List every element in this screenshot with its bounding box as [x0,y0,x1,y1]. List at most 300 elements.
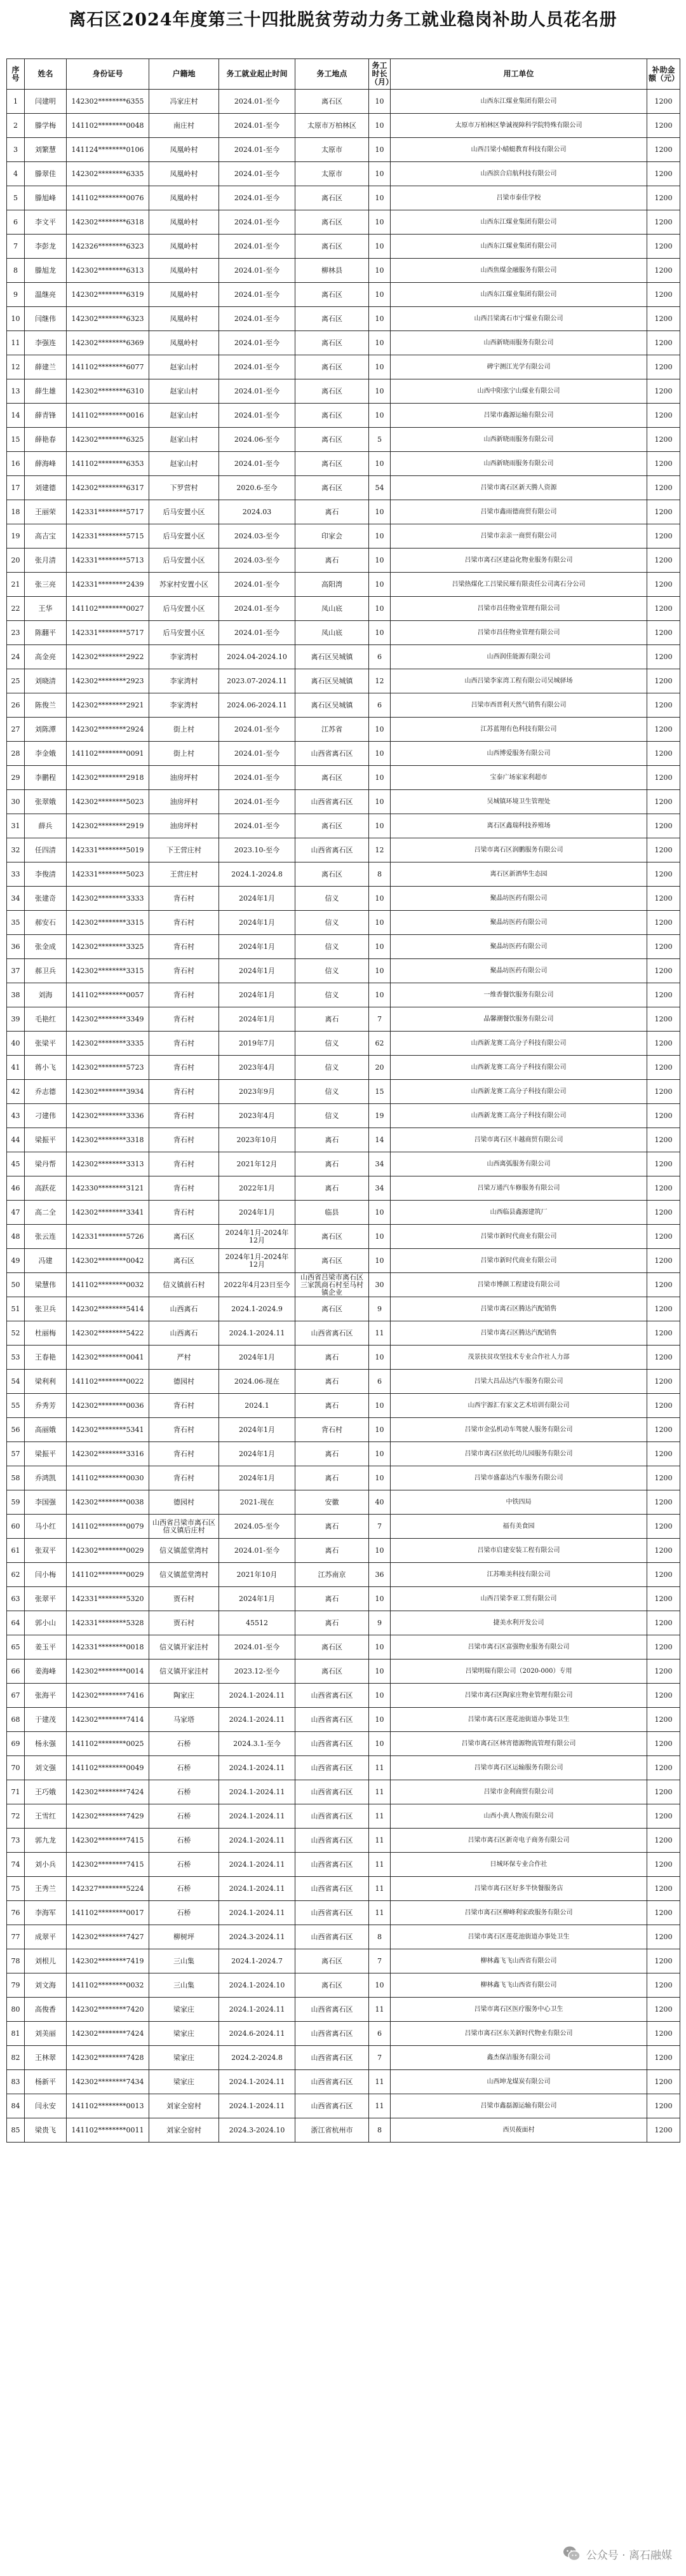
period-cell: 2024.01-至今 [219,814,295,838]
amount-cell: 1200 [647,549,680,573]
name-cell: 高跃花 [25,1176,67,1201]
employer-cell: 聚晶坊医药有限公司 [391,911,647,935]
hometown-cell: 背石村 [149,935,219,959]
duration-cell: 30 [369,1273,391,1297]
hometown-cell: 信义镇前石村 [149,1273,219,1297]
location-cell: 离石 [295,1176,369,1201]
amount-cell: 1200 [647,1684,680,1708]
column-header: 补助金额（元） [647,59,680,90]
hometown-cell: 石桥 [149,1853,219,1877]
hometown-cell: 背石村 [149,1152,219,1176]
hometown-cell: 信义镇蓝堂湾村 [149,1563,219,1587]
amount-cell: 1200 [647,2022,680,2046]
duration-cell: 6 [369,693,391,718]
row-number: 34 [7,887,25,911]
amount-cell: 1200 [647,766,680,790]
amount-cell: 1200 [647,1297,680,1321]
employer-cell: 吕梁市离石区富强物业服务有限公司 [391,1635,647,1659]
hometown-cell: 背石村 [149,1128,219,1152]
name-cell: 乔志德 [25,1080,67,1104]
period-cell: 2024年1月-2024年12月 [219,1225,295,1249]
row-number: 85 [7,2118,25,2143]
table-row [7,645,680,669]
duration-cell: 10 [369,766,391,790]
id-number-cell: 142331********5713 [67,549,149,573]
period-cell: 2024.3-2024.10 [219,2118,295,2143]
id-number-cell: 141102********0017 [67,1901,149,1925]
location-cell: 山西省离石区 [295,1684,369,1708]
period-cell: 2024年1月 [219,1007,295,1032]
location-cell: 离石 [295,1587,369,1611]
period-cell: 2019年7月 [219,1032,295,1056]
hometown-cell: 下王营庄村 [149,838,219,862]
location-cell: 离石区 [295,452,369,476]
name-cell: 滕学梅 [25,114,67,138]
table-row [7,1394,680,1418]
amount-cell: 1200 [647,500,680,524]
table-row [7,2094,680,2118]
location-cell: 离石区 [295,379,369,404]
row-number: 78 [7,1949,25,1973]
duration-cell: 10 [369,404,391,428]
amount-cell: 1200 [647,1635,680,1659]
location-cell: 离石 [295,1370,369,1394]
employer-cell: 山西中阳张宁山煤业有限公司 [391,379,647,404]
table-row [7,1032,680,1056]
hometown-cell: 凤凰岭村 [149,331,219,355]
period-cell: 2024.1-2024.11 [219,1708,295,1732]
row-number: 47 [7,1201,25,1225]
id-number-cell: 142302********7415 [67,1853,149,1877]
location-cell: 山西省吕梁市离石区三家凯商石村至马村镇企业 [295,1273,369,1297]
period-cell: 2024.04-2024.10 [219,645,295,669]
name-cell: 王华 [25,597,67,621]
employer-cell: 吕梁市离石区好多半快餐服务店 [391,1877,647,1901]
row-number: 36 [7,935,25,959]
row-number: 32 [7,838,25,862]
row-number: 4 [7,162,25,186]
row-number: 11 [7,331,25,355]
row-number: 50 [7,1273,25,1297]
hometown-cell: 凤凰岭村 [149,210,219,235]
table-row [7,1370,680,1394]
period-cell: 2024.01-至今 [219,379,295,404]
id-number-cell: 141102********0029 [67,1563,149,1587]
hometown-cell: 石桥 [149,1732,219,1756]
duration-cell: 34 [369,1176,391,1201]
name-cell: 刘美丽 [25,2022,67,2046]
location-cell: 离石区 [295,307,369,331]
hometown-cell: 梁家庄 [149,2046,219,2070]
period-cell: 2024年1月 [219,1201,295,1225]
amount-cell: 1200 [647,1490,680,1515]
table-row [7,1635,680,1659]
location-cell: 高阳湾 [295,573,369,597]
amount-cell: 1200 [647,669,680,693]
duration-cell: 10 [369,500,391,524]
hometown-cell: 梁家庄 [149,2070,219,2094]
row-number: 64 [7,1611,25,1635]
hometown-cell: 背石村 [149,1007,219,1032]
table-row [7,2046,680,2070]
row-number: 83 [7,2070,25,2094]
hometown-cell: 背石村 [149,887,219,911]
amount-cell: 1200 [647,1466,680,1490]
duration-cell: 11 [369,1756,391,1780]
amount-cell: 1200 [647,1176,680,1201]
row-number: 35 [7,911,25,935]
id-number-cell: 141102********0032 [67,1273,149,1297]
duration-cell: 10 [369,1732,391,1756]
employer-cell: 吕梁市离石区陶家庄物业管理有限公司 [391,1684,647,1708]
table-row [7,766,680,790]
employer-cell: 吕梁万通汽车修服务有限公司 [391,1176,647,1201]
amount-cell: 1200 [647,162,680,186]
id-number-cell: 141102********0022 [67,1370,149,1394]
period-cell: 2024.1-2024.11 [219,1321,295,1346]
amount-cell: 1200 [647,1394,680,1418]
id-number-cell: 142302********0029 [67,1539,149,1563]
location-cell: 离石 [295,1539,369,1563]
period-cell: 2024.1-2024.11 [219,1829,295,1853]
employer-cell: 聚晶坊医药有限公司 [391,935,647,959]
employer-cell: 山西新龙赛工高分子科技有限公司 [391,1080,647,1104]
period-cell: 2022年1月 [219,1176,295,1201]
name-cell: 王丽荣 [25,500,67,524]
id-number-cell: 142302********3934 [67,1080,149,1104]
name-cell: 梁利利 [25,1370,67,1394]
row-number: 6 [7,210,25,235]
location-cell: 离石区 [295,1659,369,1684]
name-cell: 李俊清 [25,862,67,887]
table-row [7,404,680,428]
name-cell: 张金成 [25,935,67,959]
name-cell: 张翠平 [25,1587,67,1611]
period-cell: 2024年1月 [219,983,295,1007]
row-number: 62 [7,1563,25,1587]
table-row [7,1007,680,1032]
name-cell: 乔秀芳 [25,1394,67,1418]
column-header: 务工时长（月） [369,59,391,90]
row-number: 17 [7,476,25,500]
amount-cell: 1200 [647,379,680,404]
id-number-cell: 142302********7424 [67,2022,149,2046]
table-row [7,162,680,186]
amount-cell: 1200 [647,2118,680,2143]
id-number-cell: 142302********6310 [67,379,149,404]
name-cell: 姜海峰 [25,1659,67,1684]
duration-cell: 15 [369,1080,391,1104]
name-cell: 刘建德 [25,476,67,500]
location-cell: 临县 [295,1201,369,1225]
table-row [7,1853,680,1877]
period-cell: 2024.1-2024.11 [219,2094,295,2118]
table-row [7,1829,680,1853]
name-cell: 高俊香 [25,1998,67,2022]
duration-cell: 10 [369,1973,391,1998]
table-row [7,1708,680,1732]
hometown-cell: 背石村 [149,1104,219,1128]
employer-cell: 山西东江煤业集团有限公司 [391,90,647,114]
table-row [7,331,680,355]
location-cell: 信义 [295,911,369,935]
id-number-cell: 142302********6319 [67,283,149,307]
name-cell: 高二全 [25,1201,67,1225]
id-number-cell: 142302********5723 [67,1056,149,1080]
id-number-cell: 142302********6318 [67,210,149,235]
hometown-cell: 凤凰岭村 [149,283,219,307]
duration-cell: 10 [369,235,391,259]
table-row [7,307,680,331]
column-header: 身份证号 [67,59,149,90]
table-row [7,790,680,814]
table-row [7,718,680,742]
table-row [7,862,680,887]
hometown-cell: 背石村 [149,1201,219,1225]
period-cell: 2024.1-2024.8 [219,862,295,887]
location-cell: 离石区 [295,210,369,235]
row-number: 23 [7,621,25,645]
table-row [7,983,680,1007]
employer-cell: 吕梁市鑫源运输有限公司 [391,404,647,428]
id-number-cell: 142331********5717 [67,500,149,524]
row-number: 74 [7,1853,25,1877]
location-cell: 离石区 [295,186,369,210]
hometown-cell: 梁家庄 [149,2022,219,2046]
location-cell: 信义 [295,935,369,959]
table-row [7,1563,680,1587]
roster-table [6,58,680,2143]
employer-cell: 吕梁市博颜工程建设有限公司 [391,1273,647,1297]
location-cell: 江苏省 [295,718,369,742]
name-cell: 梁丹帮 [25,1152,67,1176]
row-number: 70 [7,1756,25,1780]
name-cell: 高金亮 [25,645,67,669]
location-cell: 离石区 [295,428,369,452]
hometown-cell: 油房坪村 [149,766,219,790]
period-cell: 2024年1月 [219,1346,295,1370]
hometown-cell: 后马安置小区 [149,549,219,573]
table-row [7,114,680,138]
period-cell: 2024.1-2024.10 [219,1973,295,1998]
row-number: 3 [7,138,25,162]
name-cell: 薛生雄 [25,379,67,404]
amount-cell: 1200 [647,90,680,114]
period-cell: 2024.1-2024.11 [219,1998,295,2022]
name-cell: 薛艳春 [25,428,67,452]
row-number: 51 [7,1297,25,1321]
period-cell: 2024.01-至今 [219,114,295,138]
period-cell: 2024.6-2024.11 [219,2022,295,2046]
location-cell: 离石区 [295,90,369,114]
location-cell: 山西省离石区 [295,790,369,814]
period-cell: 2024.3-2024.11 [219,1925,295,1949]
location-cell: 离石区 [295,283,369,307]
employer-cell: 吕梁市离石区新奇电子商务有限公司 [391,1829,647,1853]
name-cell: 刘文强 [25,1756,67,1780]
name-cell: 刘文海 [25,1973,67,1998]
name-cell: 杨新平 [25,2070,67,2094]
duration-cell: 10 [369,621,391,645]
hometown-cell: 油房坪村 [149,814,219,838]
column-header: 务工地点 [295,59,369,90]
employer-cell: 吕梁市鑫雨德商贸有限公司 [391,500,647,524]
name-cell: 薛建兰 [25,355,67,379]
employer-cell: 吕梁市金弘机动车驾驶人服务有限公司 [391,1418,647,1442]
table-row [7,1225,680,1249]
duration-cell: 10 [369,1249,391,1273]
employer-cell: 吕梁市新时代商业有限公司 [391,1225,647,1249]
row-number: 25 [7,669,25,693]
hometown-cell: 背石村 [149,1176,219,1201]
period-cell: 2024年1月 [219,959,295,983]
amount-cell: 1200 [647,476,680,500]
employer-cell: 山西新晓雨服务有限公司 [391,331,647,355]
period-cell: 2023.07-2024.11 [219,669,295,693]
id-number-cell: 142302********7424 [67,1780,149,1804]
employer-cell: 山西焦煤金融服务有限公司 [391,259,647,283]
row-number: 43 [7,1104,25,1128]
table-row [7,1128,680,1152]
id-number-cell: 142302********0036 [67,1394,149,1418]
hometown-cell: 凤凰岭村 [149,138,219,162]
duration-cell: 10 [369,887,391,911]
duration-cell: 10 [369,524,391,549]
amount-cell: 1200 [647,1442,680,1466]
row-number: 38 [7,983,25,1007]
period-cell: 2024.01-至今 [219,597,295,621]
name-cell: 李金娥 [25,742,67,766]
duration-cell: 10 [369,259,391,283]
location-cell: 离石区 [295,1973,369,1998]
id-number-cell: 142302********0041 [67,1346,149,1370]
hometown-cell: 山西省吕梁市离石区信义镇后庄村 [149,1515,219,1539]
location-cell: 离石区 [295,331,369,355]
hometown-cell: 背石村 [149,1418,219,1442]
duration-cell: 7 [369,1515,391,1539]
duration-cell: 36 [369,1563,391,1587]
table-row [7,355,680,379]
name-cell: 滕旭龙 [25,259,67,283]
employer-cell: 吕梁市离石区丰越商贸有限公司 [391,1128,647,1152]
name-cell: 李鹏程 [25,766,67,790]
row-number: 10 [7,307,25,331]
name-cell: 乔鸿凯 [25,1466,67,1490]
employer-cell: 晶馨潮餐饮服务有限公司 [391,1007,647,1032]
period-cell: 2024.03-至今 [219,549,295,573]
location-cell: 离石区 [295,355,369,379]
id-number-cell: 142302********6369 [67,331,149,355]
employer-cell: 山西博爱服务有限公司 [391,742,647,766]
amount-cell: 1200 [647,1007,680,1032]
employer-cell: 日城环保专业合作社 [391,1853,647,1877]
row-number: 57 [7,1442,25,1466]
employer-cell: 山西新晓雨服务有限公司 [391,452,647,476]
period-cell: 2024年1月 [219,887,295,911]
table-row [7,959,680,983]
row-number: 54 [7,1370,25,1394]
period-cell: 2024.01-至今 [219,742,295,766]
employer-cell: 吕梁市金利商贸有限公司 [391,1780,647,1804]
employer-cell: 山西新龙赛工高分子科技有限公司 [391,1104,647,1128]
table-row [7,379,680,404]
row-number: 44 [7,1128,25,1152]
duration-cell: 11 [369,1780,391,1804]
location-cell: 浙江省杭州市 [295,2118,369,2143]
name-cell: 姜玉平 [25,1635,67,1659]
hometown-cell: 石桥 [149,1756,219,1780]
amount-cell: 1200 [647,1877,680,1901]
amount-cell: 1200 [647,1321,680,1346]
name-cell: 薛海峰 [25,452,67,476]
table-row [7,1732,680,1756]
name-cell: 刁建伟 [25,1104,67,1128]
location-cell: 离石区 [295,1225,369,1249]
row-number: 61 [7,1539,25,1563]
duration-cell: 14 [369,1128,391,1152]
period-cell: 2024.01-至今 [219,307,295,331]
table-row [7,1804,680,1829]
table-row [7,1684,680,1708]
period-cell: 2024.01-至今 [219,1635,295,1659]
id-number-cell: 141102********0032 [67,1973,149,1998]
id-number-cell: 142302********3333 [67,887,149,911]
id-number-cell: 142302********7428 [67,2046,149,2070]
location-cell: 江苏南京 [295,1563,369,1587]
period-cell: 2023年4月 [219,1056,295,1080]
duration-cell: 8 [369,1925,391,1949]
name-cell: 滕旭峰 [25,186,67,210]
duration-cell: 10 [369,935,391,959]
amount-cell: 1200 [647,1756,680,1780]
duration-cell: 10 [369,1225,391,1249]
duration-cell: 10 [369,138,391,162]
name-cell: 刘海 [25,983,67,1007]
employer-cell: 山西滨合启航科技有限公司 [391,162,647,186]
row-number: 56 [7,1418,25,1442]
row-number: 5 [7,186,25,210]
amount-cell: 1200 [647,1249,680,1273]
location-cell: 山西省离石区 [295,2046,369,2070]
period-cell: 2022年4月23日至今 [219,1273,295,1297]
amount-cell: 1200 [647,355,680,379]
amount-cell: 1200 [647,259,680,283]
duration-cell: 9 [369,1611,391,1635]
location-cell: 离石区 [295,404,369,428]
amount-cell: 1200 [647,1370,680,1394]
table-row [7,573,680,597]
hometown-cell: 赵家山村 [149,355,219,379]
employer-cell: 山西东江煤业集团有限公司 [391,235,647,259]
hometown-cell: 背石村 [149,911,219,935]
id-number-cell: 142331********5715 [67,524,149,549]
id-number-cell: 142302********2918 [67,766,149,790]
period-cell: 2024.1-2024.11 [219,1901,295,1925]
duration-cell: 10 [369,90,391,114]
watermark [562,2544,672,2563]
employer-cell: 吕梁明瑞有限公司（2020-000）专用 [391,1659,647,1684]
table-row [7,1466,680,1490]
row-number: 22 [7,597,25,621]
name-cell: 张梁平 [25,1032,67,1056]
id-number-cell: 142302********3325 [67,935,149,959]
row-number: 9 [7,283,25,307]
column-header: 户籍地 [149,59,219,90]
id-number-cell: 142302********2921 [67,693,149,718]
row-number: 18 [7,500,25,524]
period-cell: 2024.01-至今 [219,452,295,476]
employer-cell: 吕梁市离石区润鹏服务有限公司 [391,838,647,862]
